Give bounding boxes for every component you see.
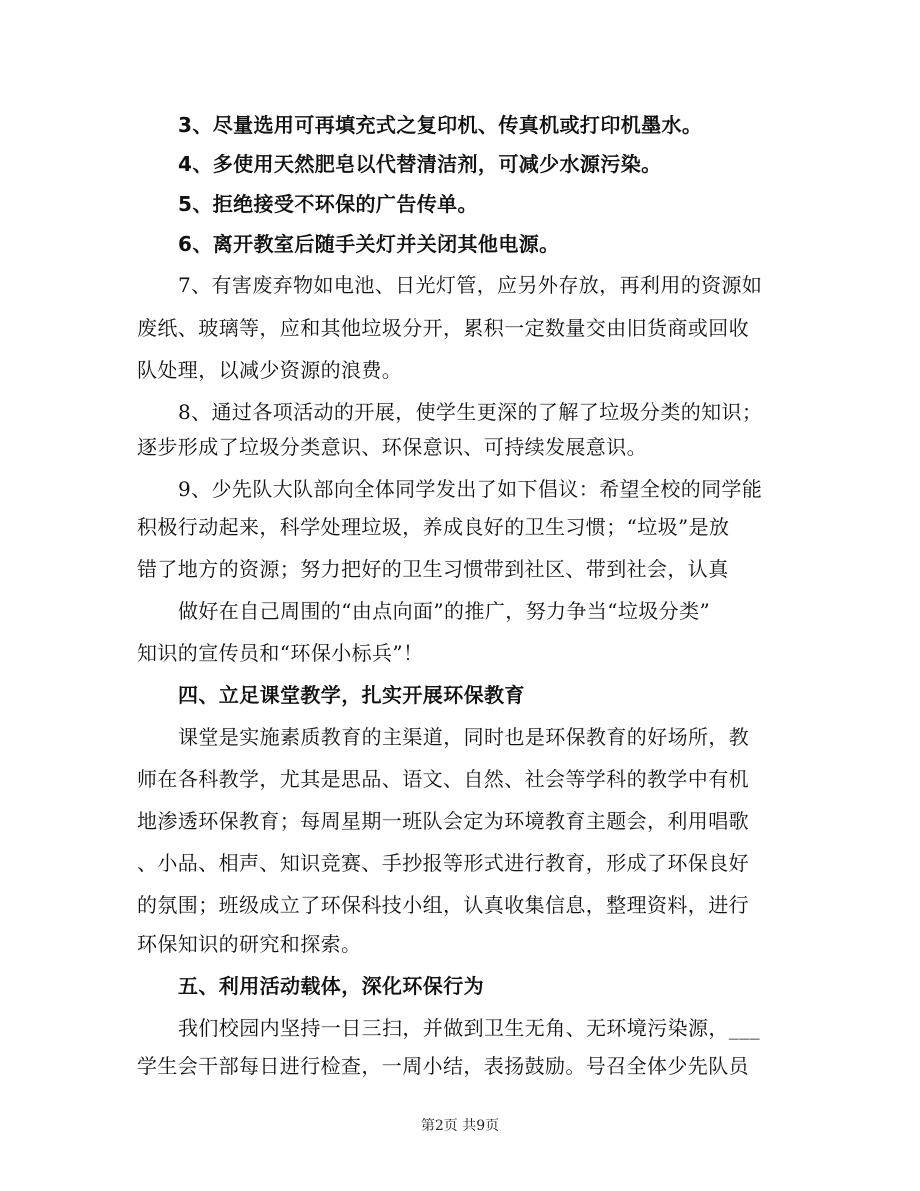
section-heading-4: 四、立足课堂教学，扎实开展环保教育	[178, 683, 525, 707]
paragraph-line: 的氛围；班级成立了环保科技小组，认真收集信息，整理资料，进行	[137, 893, 749, 917]
paragraph-line: 学生会干部每日进行检查，一周小结，表扬鼓励。号召全体少先队员	[137, 1054, 749, 1078]
paragraph-line: 9、少先队大队部向全体同学发出了如下倡议：希望全校的同学能	[178, 477, 763, 501]
paragraph-line: 队处理，以减少资源的浪费。	[137, 358, 403, 382]
paragraph-line: 、小品、相声、知识竞赛、手抄报等形式进行教育，形成了环保良好	[137, 851, 749, 875]
item-6-text: 6、离开教室后随手关灯并关闭其他电源。	[178, 232, 560, 256]
paragraph-line: 知识的宣传员和“环保小标兵”！	[137, 641, 424, 665]
paragraph-line: 我们校园内坚持一日三扫，并做到卫生无角、无环境污染源，___	[178, 1016, 760, 1040]
paragraph-line: 废纸、玻璃等，应和其他垃圾分开，累积一定数量交由旧货商或回收	[137, 316, 749, 340]
paragraph-line: 做好在自己周围的“由点向面”的推广，努力争当“垃圾分类”	[178, 599, 711, 623]
paragraph-line: 错了地方的资源；努力把好的卫生习惯带到社区、带到社会，认真	[137, 557, 729, 581]
paragraph-line: 地渗透环保教育；每周星期一班队会定为环境教育主题会，利用唱歌	[137, 809, 749, 833]
paragraph-line: 7、有害废弃物如电池、日光灯管，应另外存放，再利用的资源如	[178, 273, 763, 297]
item-4-text: 4、多使用天然肥皂以代替清洁剂，可减少水源污染。	[178, 152, 662, 176]
paragraph-line: 8、通过各项活动的开展，使学生更深的了解了垃圾分类的知识；	[178, 400, 763, 424]
paragraph-line: 逐步形成了垃圾分类意识、环保意识、可持续发展意识。	[137, 435, 647, 459]
paragraph-line: 师在各科教学，尤其是思品、语文、自然、社会等学科的教学中有机	[137, 767, 749, 791]
page-number-footer: 第2页 共9页	[420, 1118, 500, 1134]
paragraph-line: 课堂是实施素质教育的主渠道，同时也是环保教育的好场所，教	[178, 725, 750, 749]
item-5-text: 5、拒绝接受不环保的广告传单。	[178, 192, 478, 216]
paragraph-line: 积极行动起来，科学处理垃圾，养成良好的卫生习惯；“垃圾”是放	[137, 515, 730, 539]
paragraph-line: 环保知识的研究和探索。	[137, 932, 362, 956]
item-3-text: 3、尽量选用可再填充式之复印机、传真机或打印机墨水。	[178, 113, 703, 137]
section-heading-5: 五、利用活动载体，深化环保行为	[178, 974, 484, 998]
